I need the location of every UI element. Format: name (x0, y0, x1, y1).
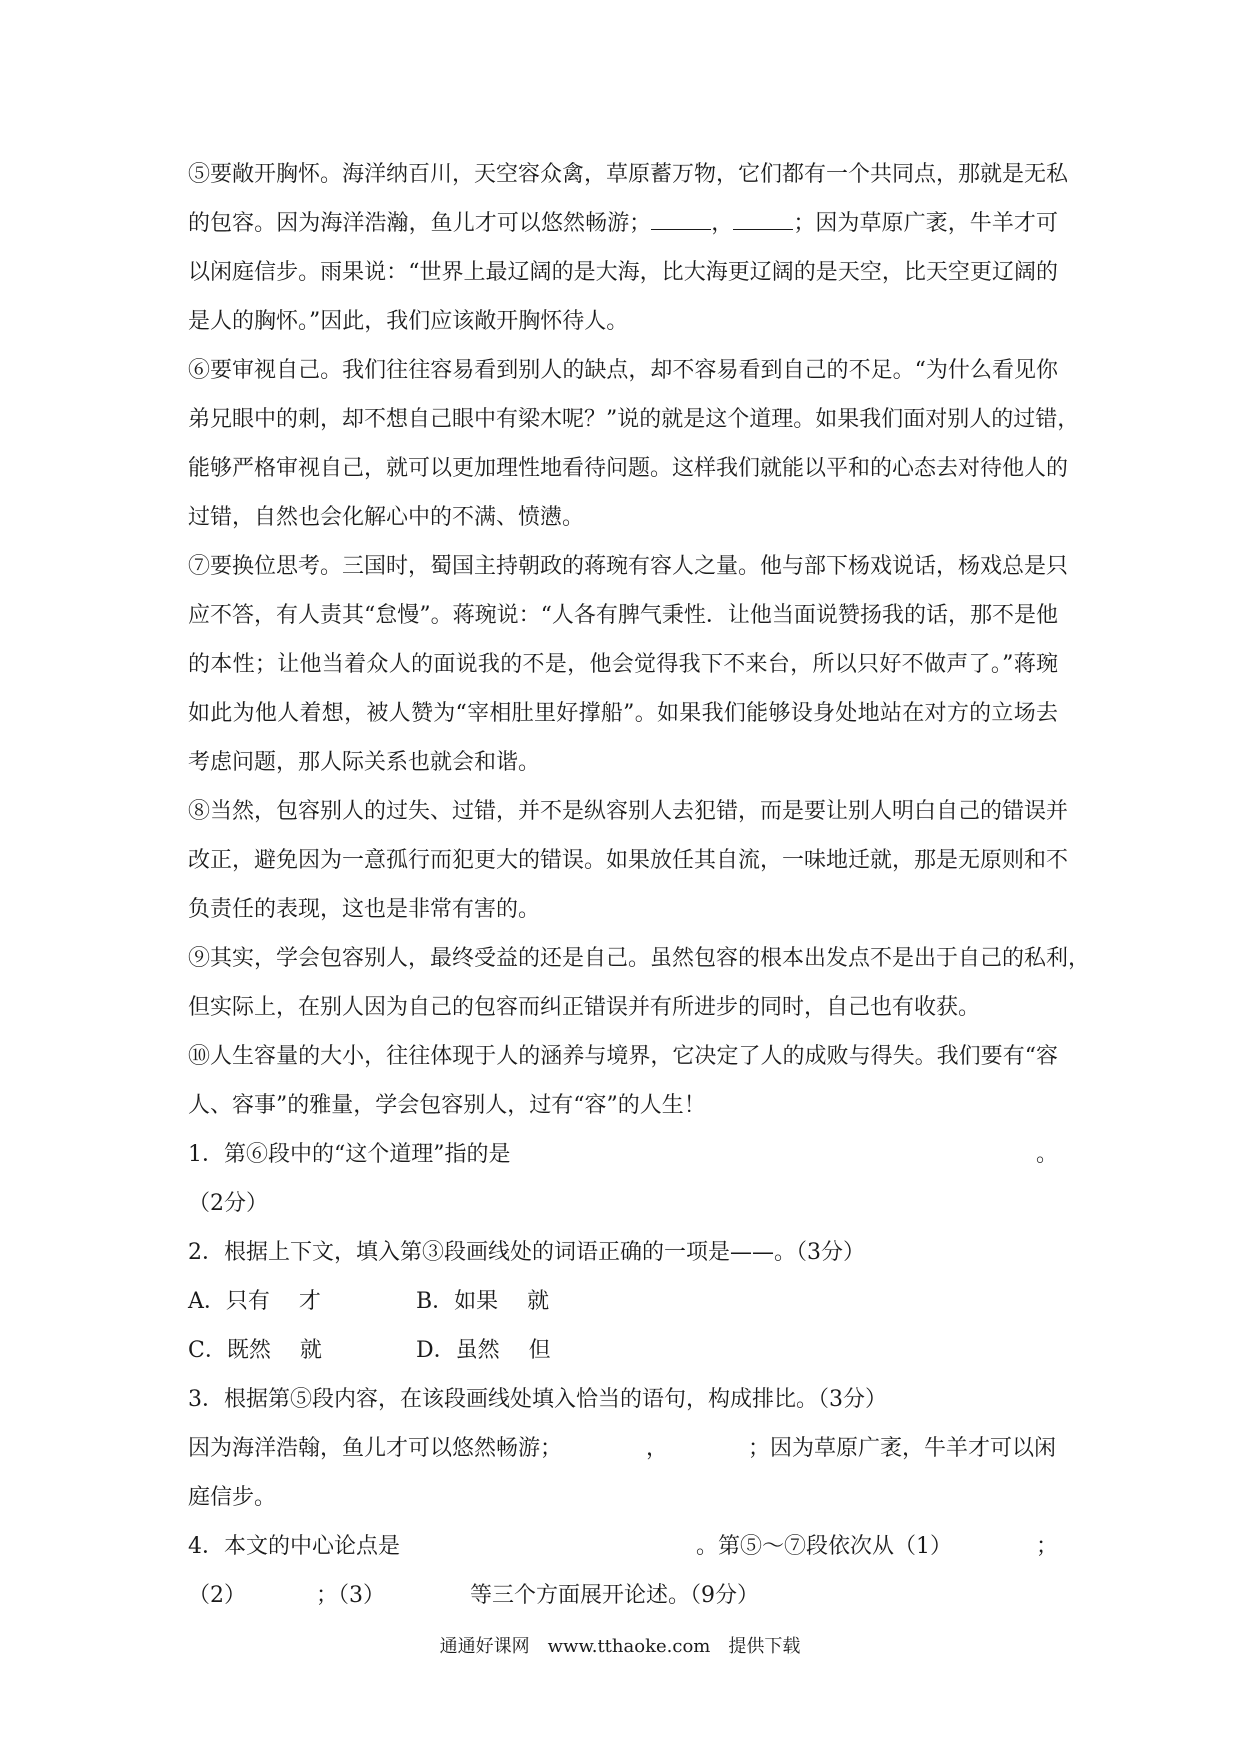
text-line: 是人的胸怀。”因此，我们应该敞开胸怀待人。 (188, 309, 629, 334)
text-line: ⑧当然，包容别人的过失、过错，并不是纵容别人去犯错，而是要让别人明白自己的错误并 (188, 799, 1069, 824)
option-a: A．只有 才 (188, 1289, 321, 1314)
question-4-text-e: 等三个方面展开论述。（9分） (470, 1583, 759, 1608)
text-line: 负责任的表现，这也是非常有害的。 (188, 897, 541, 922)
question-2: 2．根据上下文，填入第③段画线处的词语正确的一项是——。（3分） (188, 1240, 865, 1265)
text-line: 如此为他人着想，被人赞为“宰相肚里好撑船”。如果我们能够设身处地站在对方的立场去 (188, 701, 1058, 726)
paragraph-8 (188, 787, 1069, 934)
text-line: 的本性；让他当着众人的面说我的不是，他会觉得我下不来台，所以只好不做声了。”蒋琬 (188, 652, 1058, 677)
fill-blank (651, 209, 711, 230)
paragraph-9 (188, 934, 1091, 1032)
question-1-score: （2分） (188, 1191, 268, 1216)
text-line: 但实际上，在别人因为自己的包容而纠正错误并有所进步的同时，自己也有收获。 (188, 995, 981, 1020)
question-1 (188, 1130, 1058, 1179)
text-line: ⑤要敞开胸怀。海洋纳百川，天空容众禽，草原蓄万物，它们都有一个共同点，那就是无私 (188, 162, 1069, 187)
text-line: 改正，避免因为一意孤行而犯更大的错误。如果放任其自流，一味地迁就，那是无原则和不 (188, 848, 1069, 873)
comma: ， (711, 211, 734, 236)
question-2-options-row (188, 1277, 1058, 1326)
text-line: 应不答，有人责其“怠慢”。蒋琬说：“人各有脾气秉性．让他当面说赞扬我的话，那不是他 (188, 603, 1058, 628)
text-line: 考虑问题，那人际关系也就会和谐。 (188, 750, 541, 775)
text-line: 以闲庭信步。雨果说：“世界上最辽阔的是大海，比大海更辽阔的是天空，比天空更辽阔的 (188, 260, 1058, 285)
question-4-text-a: 4．本文的中心论点是 (188, 1534, 400, 1559)
paragraph-6 (188, 346, 1080, 542)
option-b: B．如果 就 (416, 1289, 550, 1314)
text-segment: ；因为草原广袤，牛羊才可 (793, 211, 1058, 236)
page-footer: 通通好课网 www.tthaoke.com 提供下载 (439, 1636, 801, 1657)
text-line: ⑩人生容量的大小，往往体现于人的涵养与境界，它决定了人的成败与得失。我们要有“容 (188, 1044, 1058, 1069)
option-d: D．虽然 但 (416, 1338, 551, 1363)
question-3-text-a: 因为海洋浩翰，鱼儿才可以悠然畅游； (188, 1436, 563, 1461)
question-2-options-row (188, 1326, 1058, 1375)
text-line (188, 199, 1058, 248)
document-page (188, 150, 1091, 1620)
fill-blank (733, 209, 793, 230)
question-1-end: 。 (1035, 1142, 1058, 1167)
question-4 (188, 1522, 1058, 1571)
question-3-text-b: ；因为草原广袤，牛羊才可以闲 (748, 1436, 1057, 1461)
question-4-text-d: ；（3） (316, 1583, 385, 1608)
question-1-text: 1．第⑥段中的“这个道理”指的是 (188, 1142, 511, 1167)
paragraph-7 (188, 542, 1069, 787)
text-line: ⑨其实，学会包容别人，最终受益的还是自己。虽然包容的根本出发点不是出于自己的私利， (188, 946, 1091, 971)
question-4-semicolon: ； (1035, 1534, 1058, 1559)
text-segment: 的包容。因为海洋浩瀚，鱼儿才可以悠然畅游； (188, 211, 652, 236)
text-line: 过错，自然也会化解心中的不满、愤懑。 (188, 505, 585, 530)
paragraph-10 (188, 1032, 1058, 1130)
text-line: 能够严格审视自己，就可以更加理性地看待问题。这样我们就能以平和的心态去对待他人的 (188, 456, 1069, 481)
paragraph-5 (188, 150, 1069, 346)
text-line: ⑥要审视自己。我们往往容易看到别人的缺点，却不容易看到自己的不足。“为什么看见你 (188, 358, 1058, 383)
question-3-sentence-end: 庭信步。 (188, 1485, 277, 1510)
question-4-text-c: （2） (188, 1583, 246, 1608)
question-3-sentence (188, 1424, 1058, 1473)
question-3-comma: ， (646, 1436, 669, 1461)
text-line: 弟兄眼中的刺，却不想自己眼中有梁木呢？”说的就是这个道理。如果我们面对别人的过错， (188, 407, 1080, 432)
option-c: C．既然 就 (188, 1338, 322, 1363)
question-4-line-2 (188, 1571, 1058, 1620)
text-line: ⑦要换位思考。三国时，蜀国主持朝政的蒋琬有容人之量。他与部下杨戏说话，杨戏总是只 (188, 554, 1069, 579)
text-line: 人、容事”的雅量，学会包容别人，过有“容”的人生！ (188, 1093, 706, 1118)
question-4-text-b: 。第⑤～⑦段依次从（1） (696, 1534, 952, 1559)
question-3: 3．根据第⑤段内容，在该段画线处填入恰当的语句，构成排比。（3分） (188, 1387, 887, 1412)
